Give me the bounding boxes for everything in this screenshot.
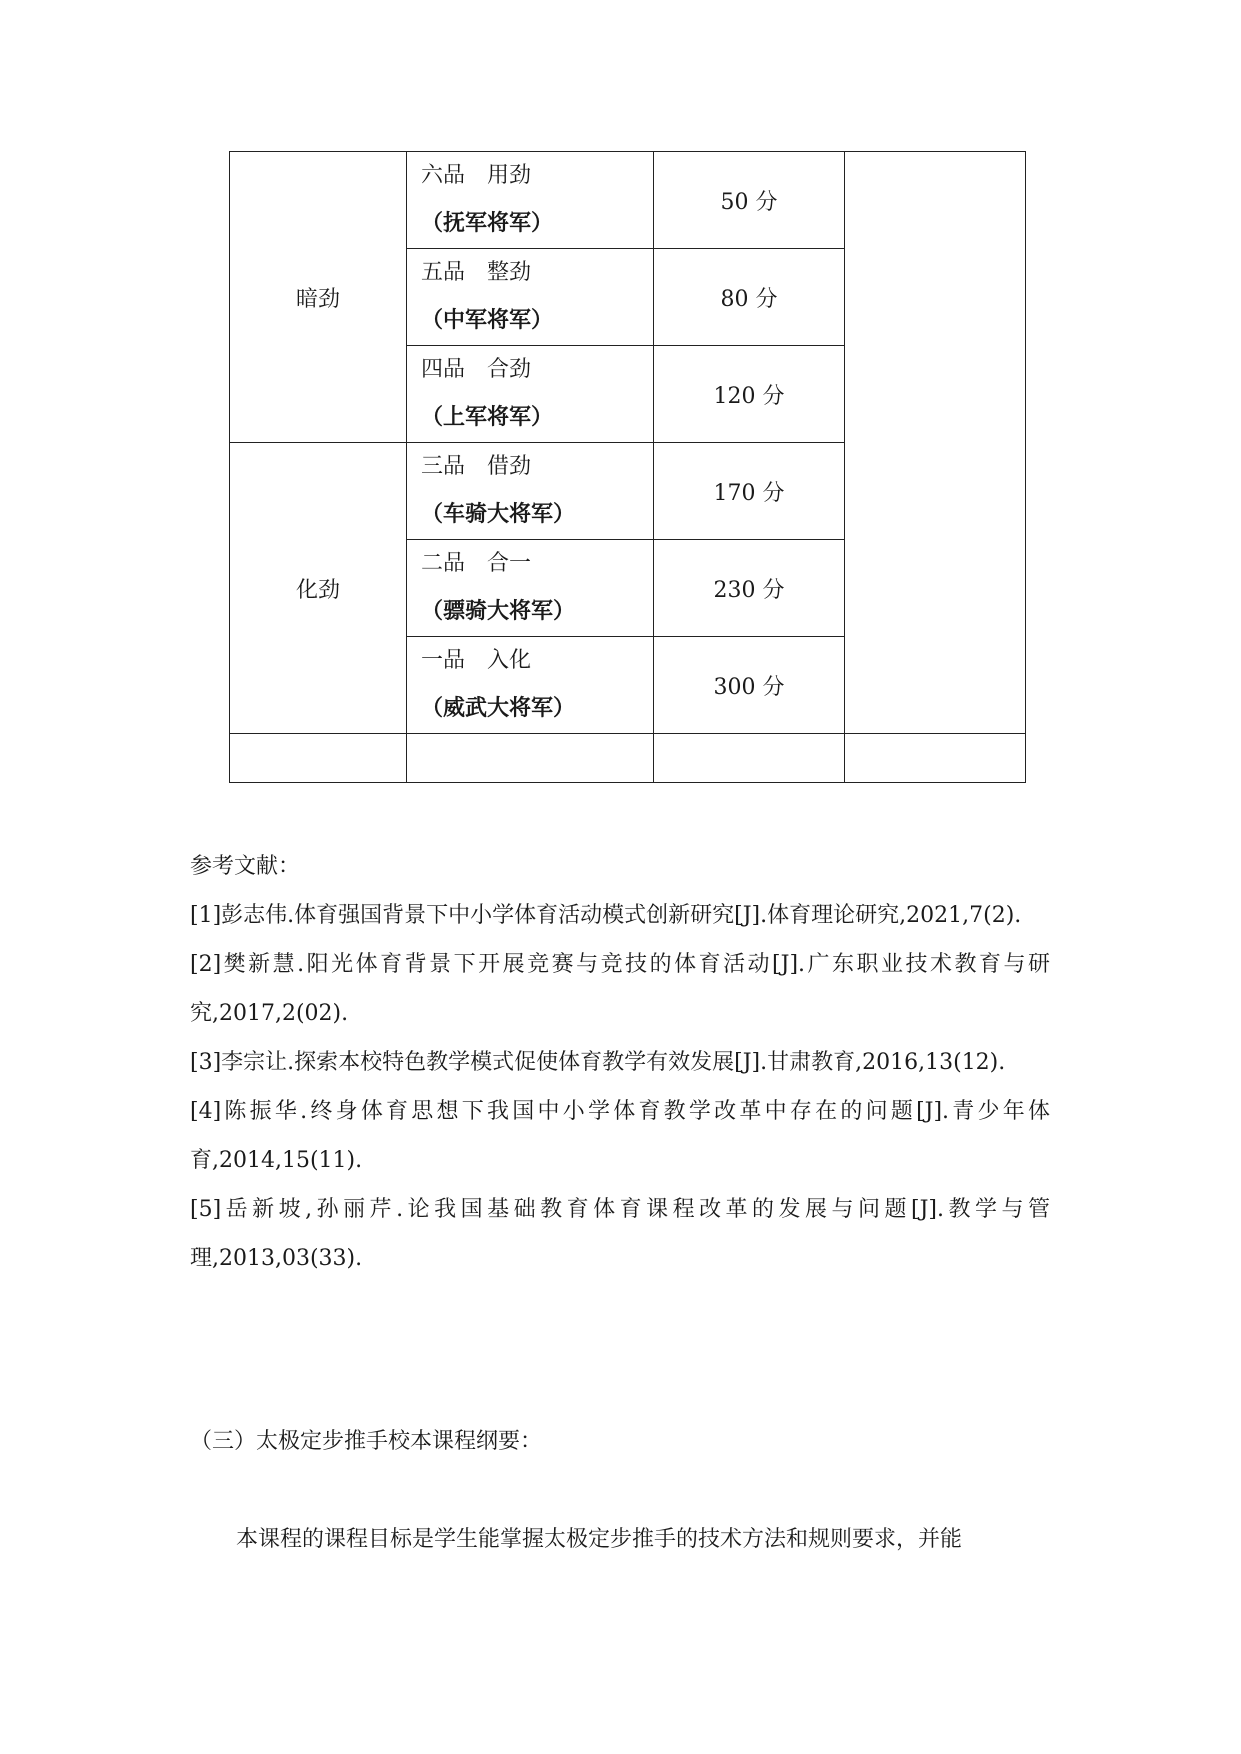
score-cell: 230 分 xyxy=(654,540,845,637)
score-cell: 170 分 xyxy=(654,443,845,540)
rank-name: 三品 借劲 xyxy=(421,454,532,479)
rank-cell xyxy=(407,346,654,443)
reference-item: [2]樊新慧.阳光体育背景下开展竞赛与竞技的体育活动[J].广东职业技术教育与研究,2017,2(02). xyxy=(190,952,1050,1026)
rank-name: 四品 合劲 xyxy=(421,357,532,382)
empty-cell xyxy=(407,734,654,783)
rank-name: 六品 用劲 xyxy=(421,163,532,188)
level-cell: 化劲 xyxy=(230,443,407,734)
grade-table xyxy=(229,151,1026,783)
empty-cell xyxy=(654,734,845,783)
rank-cell xyxy=(407,637,654,734)
reference-item: [1]彭志伟.体育强国背景下中小学体育活动模式创新研究[J].体育理论研究,2021,7(2). xyxy=(190,903,1022,928)
table-row-empty xyxy=(230,734,1026,783)
rank-title: （抚军将军） xyxy=(421,211,554,236)
references-section xyxy=(190,842,1050,1283)
score-cell: 300 分 xyxy=(654,637,845,734)
rank-name: 二品 合一 xyxy=(421,551,532,576)
reference-item: [4]陈振华.终身体育思想下我国中小学体育教学改革中存在的问题[J].青少年体育,2014,15(11). xyxy=(190,1099,1050,1173)
rank-name: 五品 整劲 xyxy=(421,260,532,285)
note-cell xyxy=(845,152,1026,734)
rank-cell xyxy=(407,152,654,249)
table-row xyxy=(230,152,1026,249)
score-cell: 80 分 xyxy=(654,249,845,346)
rank-title: （上军将军） xyxy=(421,405,554,430)
score-cell: 50 分 xyxy=(654,152,845,249)
rank-cell xyxy=(407,540,654,637)
rank-title: （威武大将军） xyxy=(421,696,576,721)
empty-cell xyxy=(230,734,407,783)
rank-cell xyxy=(407,249,654,346)
rank-title: （车骑大将军） xyxy=(421,502,576,527)
references-heading: 参考文献： xyxy=(190,854,301,879)
rank-title: （中军将军） xyxy=(421,308,554,333)
score-cell: 120 分 xyxy=(654,346,845,443)
reference-item: [3]李宗让.探索本校特色教学模式促使体育教学有效发展[J].甘肃教育,2016,13(12). xyxy=(190,1050,1006,1075)
body-paragraph: 本课程的课程目标是学生能掌握太极定步推手的技术方法和规则要求，并能 xyxy=(236,1527,963,1552)
rank-cell xyxy=(407,443,654,540)
empty-cell xyxy=(845,734,1026,783)
level-cell: 暗劲 xyxy=(230,152,407,443)
reference-item: [5]岳新坡,孙丽芹.论我国基础教育体育课程改革的发展与问题[J].教学与管理,2013,03(33). xyxy=(190,1197,1050,1271)
rank-name: 一品 入化 xyxy=(421,648,532,673)
rank-title: （骠骑大将军） xyxy=(421,599,576,624)
section-heading: （三）太极定步推手校本课程纲要： xyxy=(190,1429,543,1454)
